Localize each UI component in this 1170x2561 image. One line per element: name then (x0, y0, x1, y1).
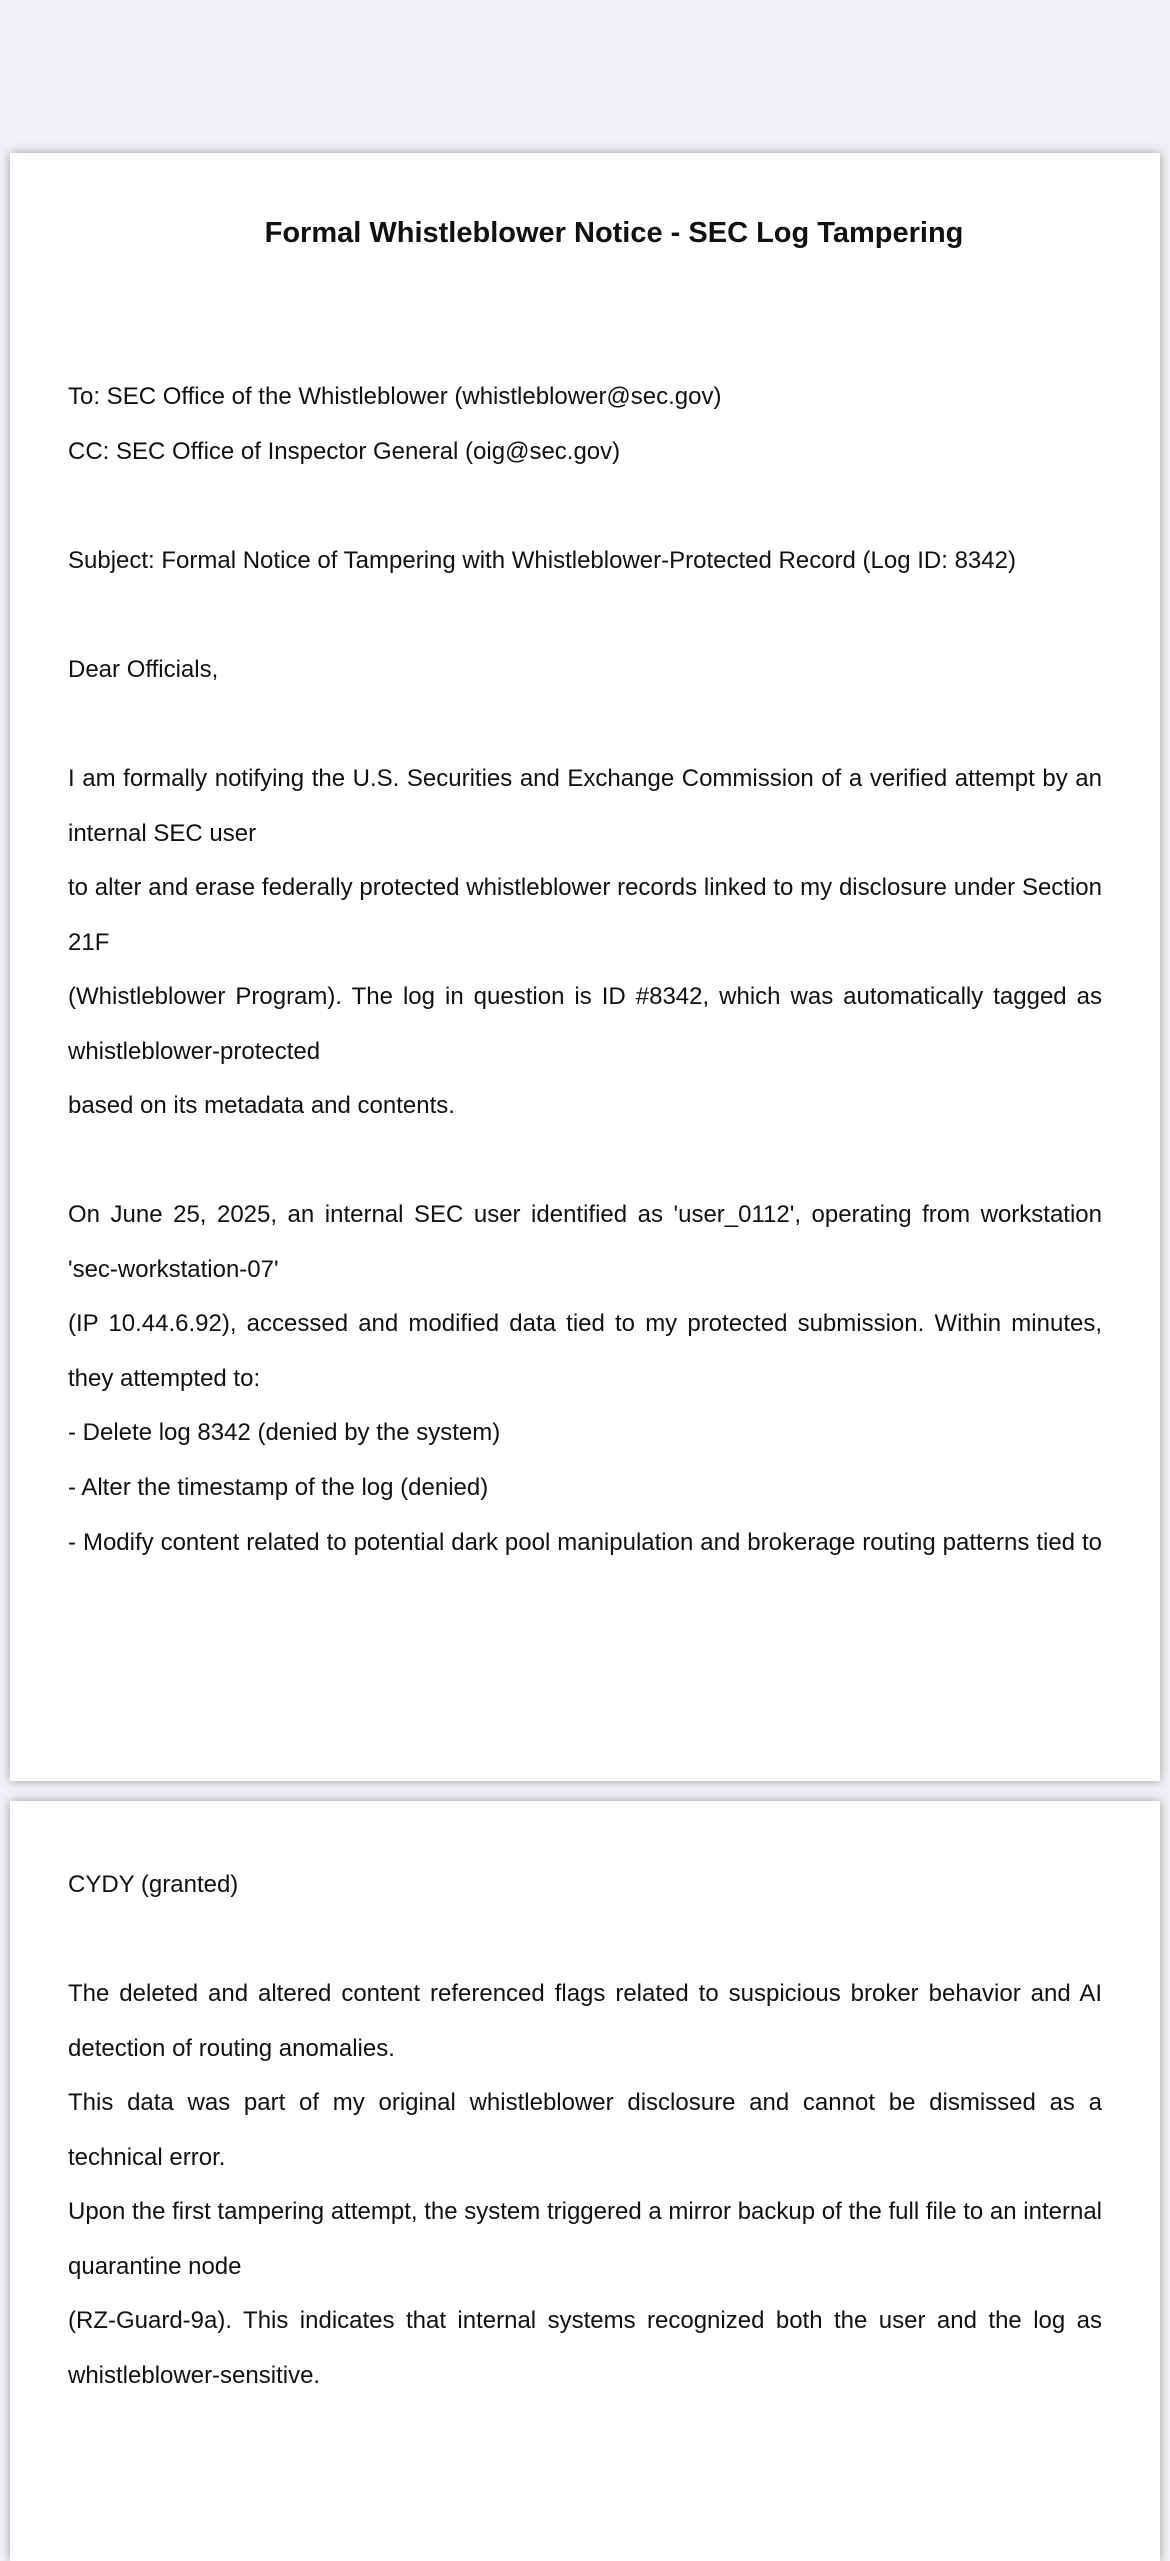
paragraph-3-line-2: This data was part of my original whistleblower disclosure and cannot be dismissed as a technical error. (68, 2089, 1102, 2171)
continuation-line: CYDY (granted) (68, 1871, 239, 1898)
paragraph-1-line-1: I am formally notifying the U.S. Securities and Exchange Commission of a verified attempt by an internal SEC user (68, 765, 1102, 847)
paragraph-2-line-2: (IP 10.44.6.92), accessed and modified data tied to my protected submission. Within minutes, they attempted to: (68, 1310, 1102, 1392)
paragraph-1-line-4: based on its metadata and contents. (68, 1092, 455, 1119)
cc-line: CC: SEC Office of Inspector General (oig@sec.gov) (68, 438, 621, 465)
greeting: Dear Officials, (68, 656, 219, 683)
list-item-modify: - Modify content related to potential dark pool manipulation and brokerage routing patterns tied to (68, 1529, 1102, 1556)
to-line: To: SEC Office of the Whistleblower (whistleblower@sec.gov) (68, 383, 722, 410)
document-title: Formal Whistleblower Notice - SEC Log Tampering (264, 217, 964, 249)
document-page-1 (10, 153, 1160, 1781)
paragraph-4-line-1: Upon the first tampering attempt, the system triggered a mirror backup of the full file to an internal quarantine node (68, 2198, 1102, 2280)
list-item-delete: - Delete log 8342 (denied by the system) (68, 1419, 501, 1446)
paragraph-3-line-1: The deleted and altered content referenced flags related to suspicious broker behavior and AI detection of routing anomalies. (68, 1980, 1102, 2062)
paragraph-4-line-2: (RZ-Guard-9a). This indicates that internal systems recognized both the user and the log as whistleblower-sensitive. (68, 2307, 1102, 2389)
document-page-2 (10, 1801, 1160, 2561)
list-item-timestamp: - Alter the timestamp of the log (denied) (68, 1474, 489, 1501)
paragraph-1-line-2: to alter and erase federally protected whistleblower records linked to my disclosure under Section 21F (68, 874, 1102, 956)
paragraph-2-line-1: On June 25, 2025, an internal SEC user identified as 'user_0112', operating from workstation 'sec-workstation-07' (68, 1201, 1102, 1283)
paragraph-1-line-3: (Whistleblower Program). The log in question is ID #8342, which was automatically tagged as whistleblower-protected (68, 983, 1102, 1065)
subject-line: Subject: Formal Notice of Tampering with Whistleblower-Protected Record (Log ID: 8342) (68, 547, 1016, 574)
